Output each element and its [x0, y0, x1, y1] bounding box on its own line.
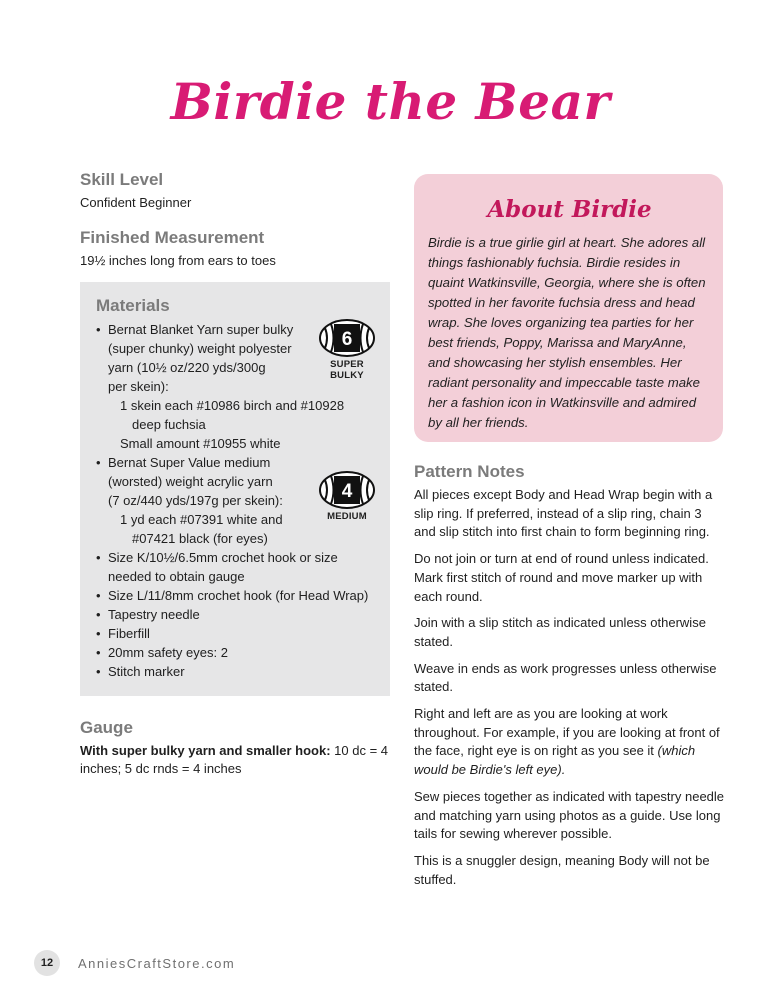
skill-level-section — [80, 170, 392, 212]
about-heading: About Birdie — [487, 196, 652, 223]
materials-item: needed to obtain gauge — [108, 569, 245, 584]
note-paragraph: Weave in ends as work progresses unless otherwise stated. — [414, 660, 717, 695]
note-paragraph: Join with a slip stitch as indicated unless otherwise stated. — [414, 615, 706, 649]
materials-item: • Fiberfill — [96, 624, 374, 643]
materials-item: • 20mm safety eyes: 2 — [96, 643, 374, 662]
finished-measurement-section — [80, 228, 392, 270]
site-link[interactable]: AnniesCraftStore.com — [78, 955, 236, 971]
gauge-text — [80, 742, 392, 778]
about-birdie-box — [414, 174, 723, 442]
materials-item: per skein): — [108, 379, 169, 394]
note-paragraph: All pieces except Body and Head Wrap begin with a slip ring. If preferred, instead of a slip ring, chain 3 and slip stitch into first chain to form beginning ring. — [414, 487, 713, 540]
gauge-value: 10 dc = 4 inches; 5 dc rnds = 4 inches — [80, 743, 389, 776]
materials-item: • Size K/10½/6.5mm crochet hook or size — [96, 548, 374, 567]
yarn-weight-label: SUPER BULKY — [330, 359, 364, 381]
materials-item: 1 skein each #10986 birch and #10928 — [120, 398, 345, 413]
skill-level-value: Confident Beginner — [80, 195, 192, 210]
gauge-heading: Gauge — [80, 718, 133, 737]
pattern-notes-section — [414, 462, 726, 897]
note-paragraph: This is a snuggler design, meaning Body will not be stuffed. — [414, 852, 710, 887]
yarn-skein-icon — [317, 470, 377, 510]
pattern-notes-heading: Pattern Notes — [414, 462, 525, 481]
page-footer — [34, 950, 235, 976]
finished-measurement-heading: Finished Measurement — [80, 228, 265, 247]
materials-item: Small amount #10955 white — [120, 436, 281, 451]
materials-heading: Materials — [96, 296, 170, 315]
skill-level-heading: Skill Level — [80, 170, 164, 189]
materials-item: #07421 black (for eyes) — [132, 531, 268, 546]
materials-item: yarn (10½ oz/220 yds/300g — [108, 360, 266, 375]
about-text: Birdie is a true girlie girl at heart. She adores all things fashionably fuchsia. Birdie resides in quaint Watkinsville, Georgia, where she is often spotted in her favorite fuchsia dress and head wrap. She loves organizing tea parties for her best friends, Poppy, Marissa and MaryAnne, and showcasing her stylish ensembles. Her radiant personality and impeccable taste make her a fashion icon in Watkinsville and admired by all her friends. — [428, 235, 706, 430]
page-title: Birdie the Bear — [170, 72, 611, 131]
super-bulky-yarn-icon — [312, 318, 382, 381]
note-italic: (which would be Birdie's left eye). — [414, 743, 696, 778]
finished-measurement-value: 19½ inches long from ears to toes — [80, 253, 276, 268]
note-paragraph: Do not join or turn at end of round unless indicated. Mark first stitch of round and move marker up with each round. — [414, 551, 709, 604]
yarn-skein-icon — [317, 318, 377, 358]
yarn-weight-label: MEDIUM — [327, 511, 367, 522]
note-paragraph: Sew pieces together as indicated with tapestry needle and matching yarn using photos as a guide. Use long tails for sewing wherever possible. — [414, 788, 725, 842]
materials-item: (super chunky) weight polyester — [108, 341, 292, 356]
page-number: 12 — [34, 950, 60, 976]
note-paragraph: Right and left are as you are looking at work throughout. For example, if you are looking at front of the face, right eye is on right as you see it — [414, 706, 720, 759]
materials-item: • Tapestry needle — [96, 605, 374, 624]
materials-item: • Size L/11/8mm crochet hook (for Head Wrap) — [96, 586, 374, 605]
materials-item: • Stitch marker — [96, 662, 374, 681]
medium-yarn-icon — [312, 470, 382, 522]
gauge-bold: With super bulky yarn and smaller hook: — [80, 743, 331, 758]
materials-item: • Bernat Super Value medium — [96, 453, 301, 472]
materials-box — [80, 282, 390, 696]
materials-item: (7 oz/440 yds/197g per skein): — [108, 493, 283, 508]
materials-item: (worsted) weight acrylic yarn — [108, 474, 273, 489]
materials-item: 1 yd each #07391 white and — [120, 512, 283, 527]
note-paragraph-with-italic — [414, 705, 726, 780]
materials-item: deep fuchsia — [132, 417, 206, 432]
gauge-section — [80, 718, 392, 778]
yarn-weight-number: 6 — [341, 329, 353, 350]
yarn-weight-number: 4 — [341, 481, 353, 502]
materials-item: • Bernat Blanket Yarn super bulky — [96, 320, 301, 339]
